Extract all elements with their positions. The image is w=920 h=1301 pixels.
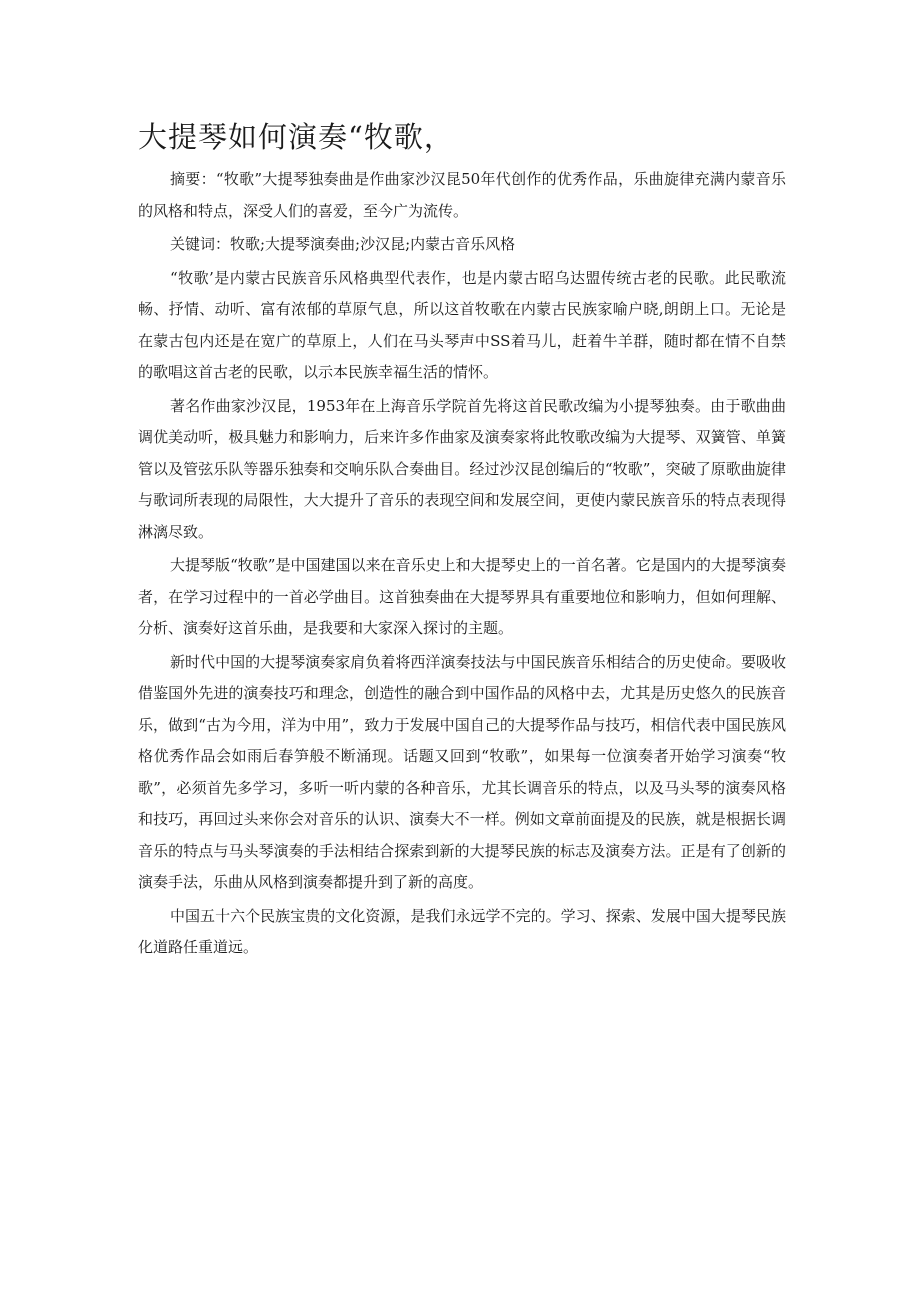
abstract-paragraph: 摘要：“牧歌”大提琴独奏曲是作曲家沙汉昆50年代创作的优秀作品，乐曲旋律充满内蒙音乐的风格和特点，深受人们的喜爱，至今广为流传。 bbox=[138, 170, 786, 220]
body-paragraph-1: “牧歌’是内蒙古民族音乐风格典型代表作，也是内蒙古昭乌达盟传统古老的民歌。此民歌流畅、抒情、动听、富有浓郁的草原气息，所以这首牧歌在内蒙古民族家喻户晓,朗朗上口。无论是在蒙古包内还是在宽广的草原上，人们在马头琴声中SS着马儿，赶着牛羊群，随时都在情不自禁的歌唱这首古老的民歌，以示本民族幸福生活的情怀。 bbox=[138, 268, 786, 381]
body-paragraph-4: 新时代中国的大提琴演奏家肩负着将西洋演奏技法与中国民族音乐相结合的历史使命。要吸收借鉴国外先进的演奏技巧和理念，创造性的融合到中国作品的风格中去，尤其是历史悠久的民族音乐，做到“古为今用，洋为中用”，致力于发展中国自己的大提琴作品与技巧，相信代表中国民族风格优秀作品会如雨后春笋般不断涌现。话题又回到“牧歌”，如果每一位演奏者开始学习演奏“牧歌”，必须首先多学习，多听一听内蒙的各种音乐，尤其长调音乐的特点，以及马头琴的演奏风格和技巧，再回过头来你会对音乐的认识、演奏大不一样。例如文章前面提及的民族，就是根据长调音乐的特点与马头琴演奏的手法相结合探索到新的大提琴民族的标志及演奏方法。正是有了创新的演奏手法，乐曲从风格到演奏都提升到了新的高度。 bbox=[138, 652, 786, 891]
body-paragraph-5: 中国五十六个民族宝贵的文化资源，是我们永远学不完的。学习、探索、发展中国大提琴民族化道路任重道远。 bbox=[138, 906, 786, 956]
body-paragraph-3: 大提琴版“牧歌”是中国建国以来在音乐史上和大提琴史上的一首名著。它是国内的大提琴演奏者，在学习过程中的一首必学曲目。这首独奏曲在大提琴界具有重要地位和影响力，但如何理解、分析、演奏好这首乐曲，是我要和大家深入探讨的主题。 bbox=[138, 556, 786, 637]
document-title: 大提琴如何演奏“牧歌， bbox=[138, 120, 454, 154]
body-paragraph-2: 著名作曲家沙汉昆，1953年在上海音乐学院首先将这首民歌改编为小提琴独奏。由于歌曲曲调优美动听，极具魅力和影响力，后来许多作曲家及演奏家将此牧歌改编为大提琴、双簧管、单簧管以及管弦乐队等器乐独奏和交响乐队合奏曲目。经过沙汉昆创编后的“牧歌”，突破了原歌曲旋律与歌词所表现的局限性，大大提升了音乐的表现空间和发展空间，更使内蒙民族音乐的特点表现得淋漓尽致。 bbox=[138, 396, 786, 541]
document-body bbox=[138, 164, 786, 966]
keywords-paragraph: 关键词：牧歌;大提琴演奏曲;沙汉昆;内蒙古音乐风格 bbox=[170, 235, 516, 253]
